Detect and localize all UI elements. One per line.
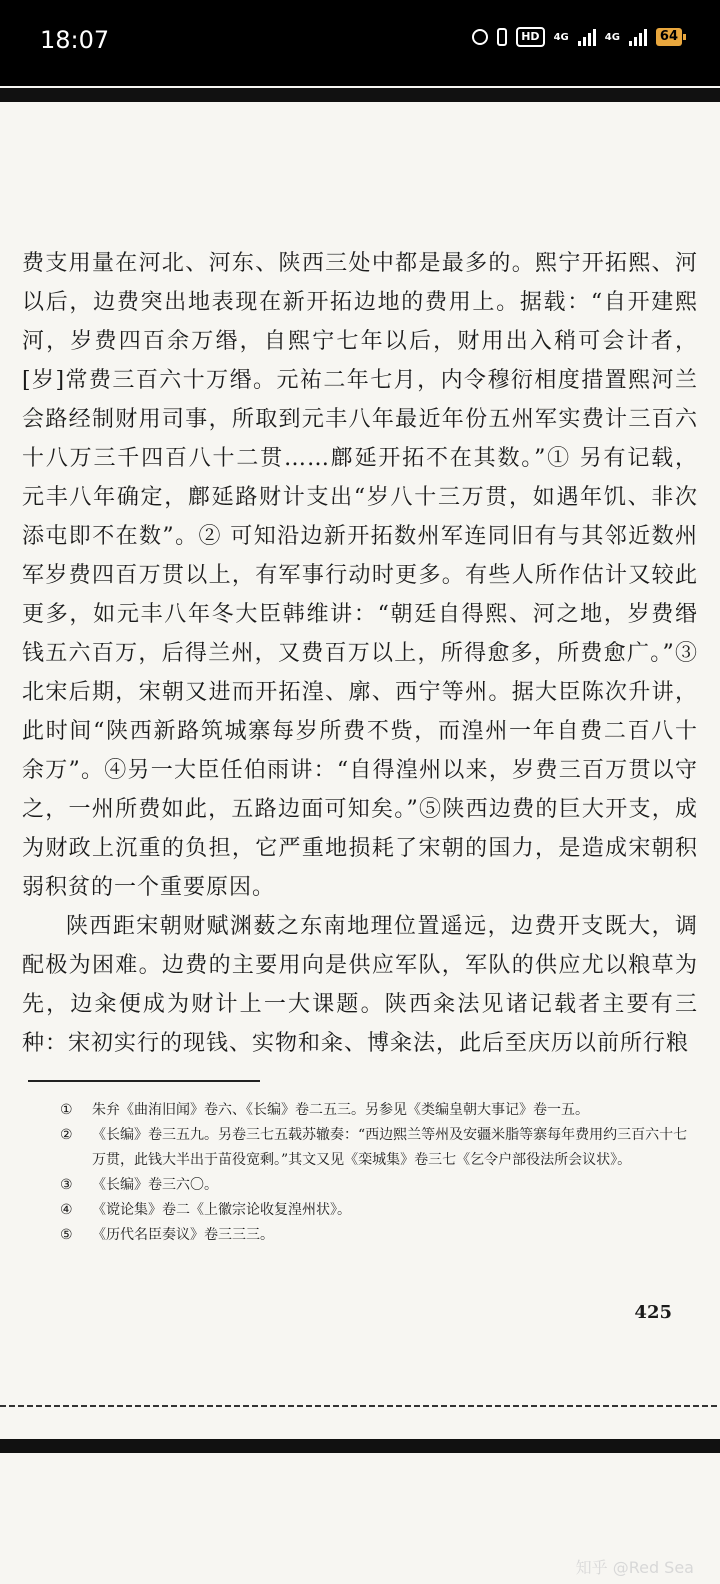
footnote-5: ⑤ 《历代名臣奏议》卷三三三。 [60, 1227, 274, 1243]
paragraph-1: 费支用量在河北、河东、陕西三处中都是最多的。熙宁开拓熙、河以后，边费突出地表现在新开拓边地的费用上。据载：“自开建熙河，岁费四百余万缗，自熙宁七年以后，财用出入稍可会计者，[岁]常费三百六十万缗。元祐二年七月，内令穆衍相度措置熙河兰会路经制财用司事，所取到元丰八年最近年份五州军实费计三百六十八万三千四百八十二贯……鄜延开拓不在其数。”① 另有记载，元丰八年确定，鄜延路财计支出“岁八十三万贯，如遇年饥、非次添屯即不在数”。② 可知沿边新开拓数州军连同旧有与其邻近数州军岁费四百万贯以上，有军事行动时更多。有些人所作估计又较此更多，如元丰八年冬大臣韩维讲：“朝廷自得熙、河之地，岁费缗钱五六百万，后得兰州，又费百万以上，所得愈多，所费愈广。”③北宋后期，宋朝又进而开拓湟、廓、西宁等州。据大臣陈次升讲，此时间“陕西新路筑城寨每岁所费不赀，而湟州一年自费二百八十余万”。④另一大臣任伯雨讲：“自得湟州以来，岁费三百万贯以守之，一州所费如此，五路边面可知矣。”⑤陕西边费的巨大开支，成为财政上沉重的负担，它严重地损耗了宋朝的国力，是造成宋朝积弱积贫的一个重要原因。 [22, 251, 698, 900]
watermark: 知乎 @Red Sea [575, 1558, 694, 1577]
footnote-2: ② 《长编》卷三五九。另卷三七五载苏辙奏：“西边熙兰等州及安疆米脂等寨每年费用约三百六十七万贯，此钱大半出于苗役宽剩。”其文又见《栾城集》卷三七《乞令户部役法所会议状》。 [60, 1127, 688, 1168]
footnote-4: ④ 《谠论集》卷二《上徽宗论收复湟州状》。 [60, 1202, 351, 1218]
status-icons [472, 27, 682, 47]
bottom-dashed-rule [0, 1405, 720, 1407]
clock: 18:07 [40, 26, 110, 54]
vibrate-icon [497, 28, 507, 46]
signal-icon [578, 28, 596, 46]
alarm-icon [472, 29, 488, 45]
footnotes [28, 1098, 698, 1248]
footnote-3: ③ 《长编》卷三六〇。 [60, 1177, 218, 1193]
signal-icon-2 [629, 28, 647, 46]
top-page-rule [0, 88, 720, 102]
footnote-1: ① 朱弁《曲洧旧闻》卷六、《长编》卷二五三。另参见《类编皇朝大事记》卷一五。 [60, 1102, 589, 1118]
page-number: 425 [634, 1302, 672, 1323]
body-text [22, 244, 698, 1063]
hd-icon: HD [516, 27, 544, 47]
battery-icon: 64 [656, 28, 682, 46]
network-type-1: 4G [553, 31, 569, 43]
bottom-page-rule [0, 1439, 720, 1453]
network-type-2: 4G [604, 31, 620, 43]
paragraph-2: 陕西距宋朝财赋渊薮之东南地理位置遥远，边费开支既大，调配极为困难。边费的主要用向是供应军队，军队的供应尤以粮草为先，边籴便成为财计上一大课题。陕西籴法见诸记载者主要有三种：宋初实行的现钱、实物和籴、博籴法，此后至庆历以前所行粮 [22, 914, 698, 1056]
status-bar [0, 0, 720, 86]
footnote-divider [28, 1080, 260, 1082]
